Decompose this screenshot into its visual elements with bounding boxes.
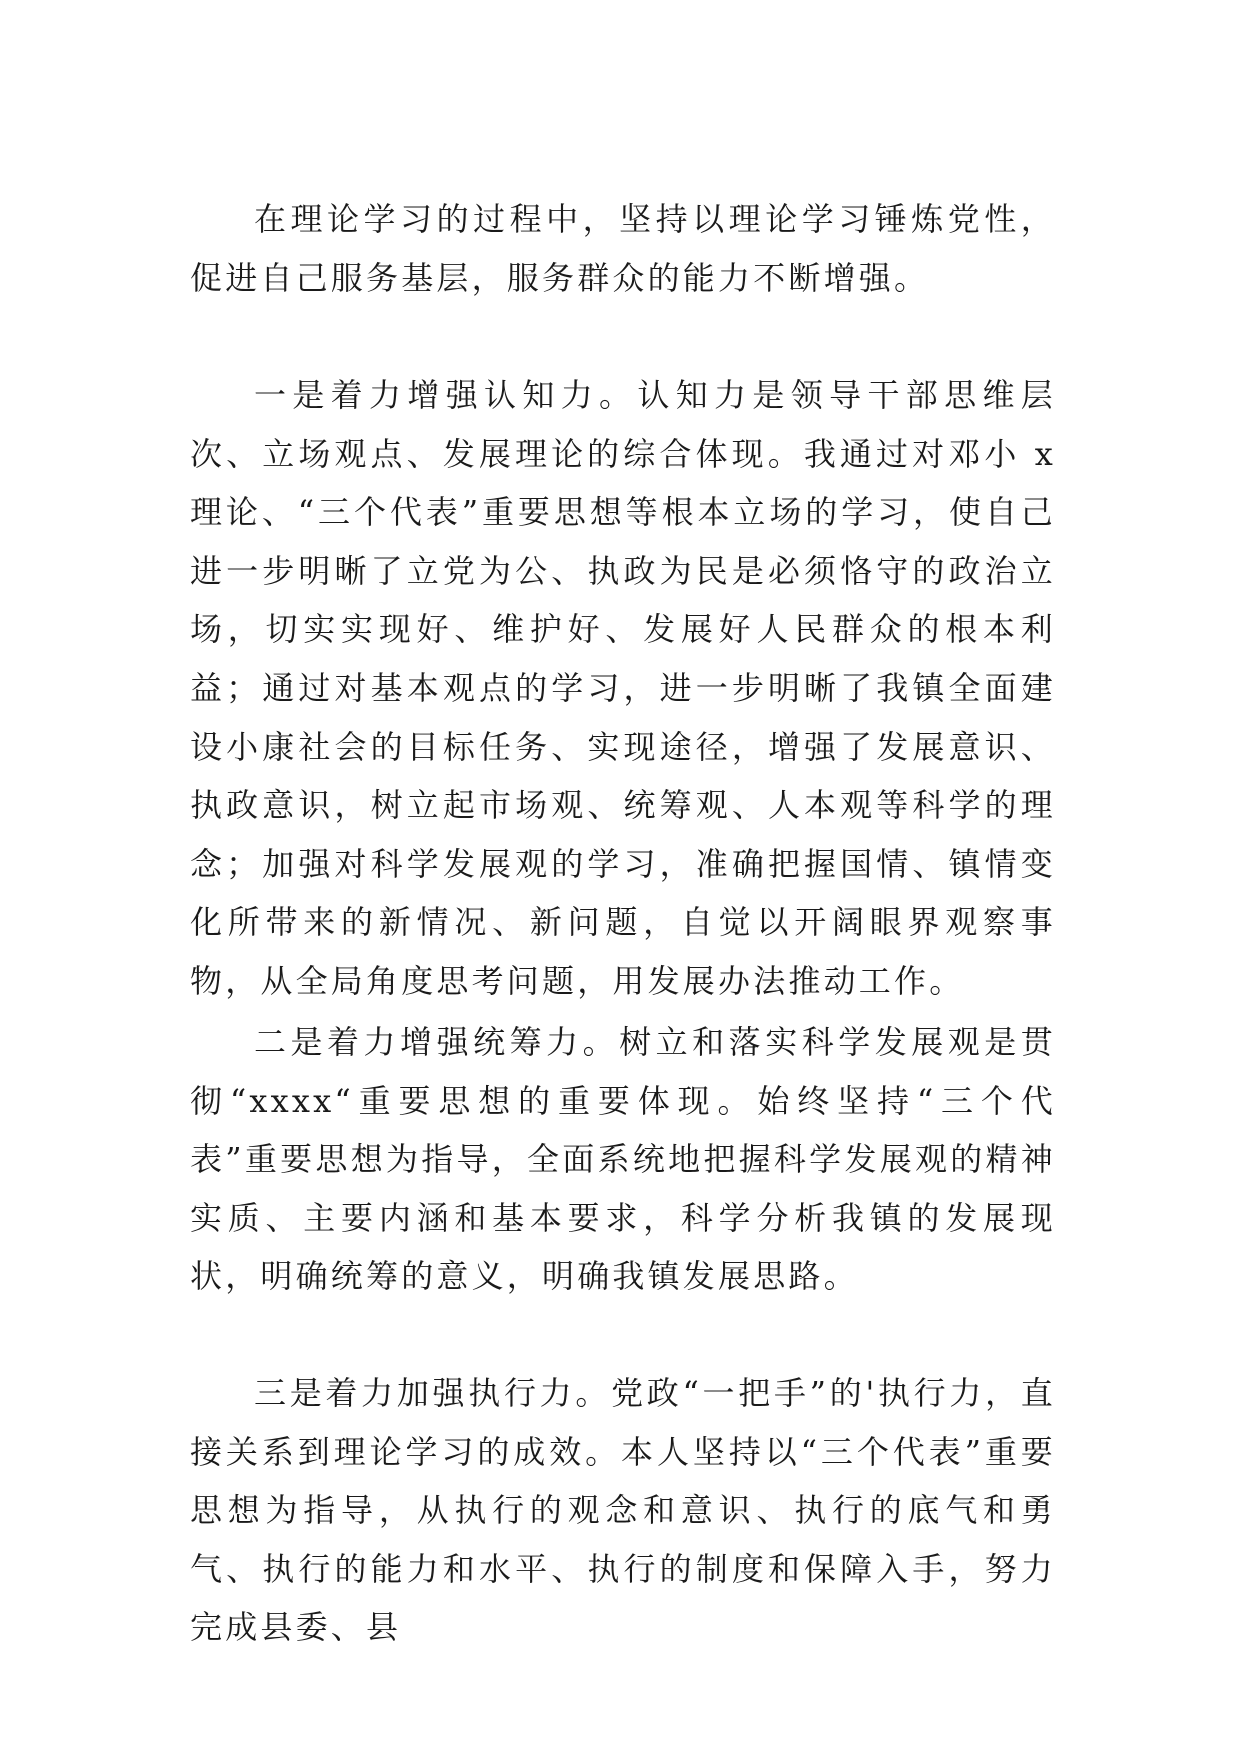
paragraph-execution: 三是着力加强执行力。党政“一把手”的'执行力，直接关系到理论学习的成效。本人坚持以“三个代表”重要思想为指导，从执行的观念和意识、执行的底气和勇气、执行的能力和水平、执行的制度和保障入手，努力完成县委、县 — [190, 1374, 1056, 1647]
paragraph-cognition: 一是着力增强认知力。认知力是领导干部思维层次、立场观点、发展理论的综合体现。我通过对邓小 x 理论、“三个代表”重要思想等根本立场的学习，使自己进一步明晰了立党为公、执政为民是必须恪守的政治立场，切实实现好、维护好、发展好人民群众的根本利益；通过对基本观点的学习，进一步明晰了我镇全面建设小康社会的目标任务、实现途径，增强了发展意识、执政意识，树立起市场观、统筹观、人本观等科学的理念；加强对科学发展观的学习，准确把握国情、镇情变化所带来的新情况、新问题，自觉以开阔眼界观察事物，从全局角度思考问题，用发展办法推动工作。 — [190, 376, 1056, 1000]
paragraph-intro: 在理论学习的过程中，坚持以理论学习锤炼党性，促进自己服务基层，服务群众的能力不断增强。 — [190, 200, 1056, 297]
paragraph-coordination: 二是着力增强统筹力。树立和落实科学发展观是贯彻“xxxx“重要思想的重要体现。始终坚持“三个代表”重要思想为指导，全面系统地把握科学发展观的精神实质、主要内涵和基本要求，科学分析我镇的发展现状，明确统筹的意义，明确我镇发展思路。 — [190, 1023, 1056, 1296]
